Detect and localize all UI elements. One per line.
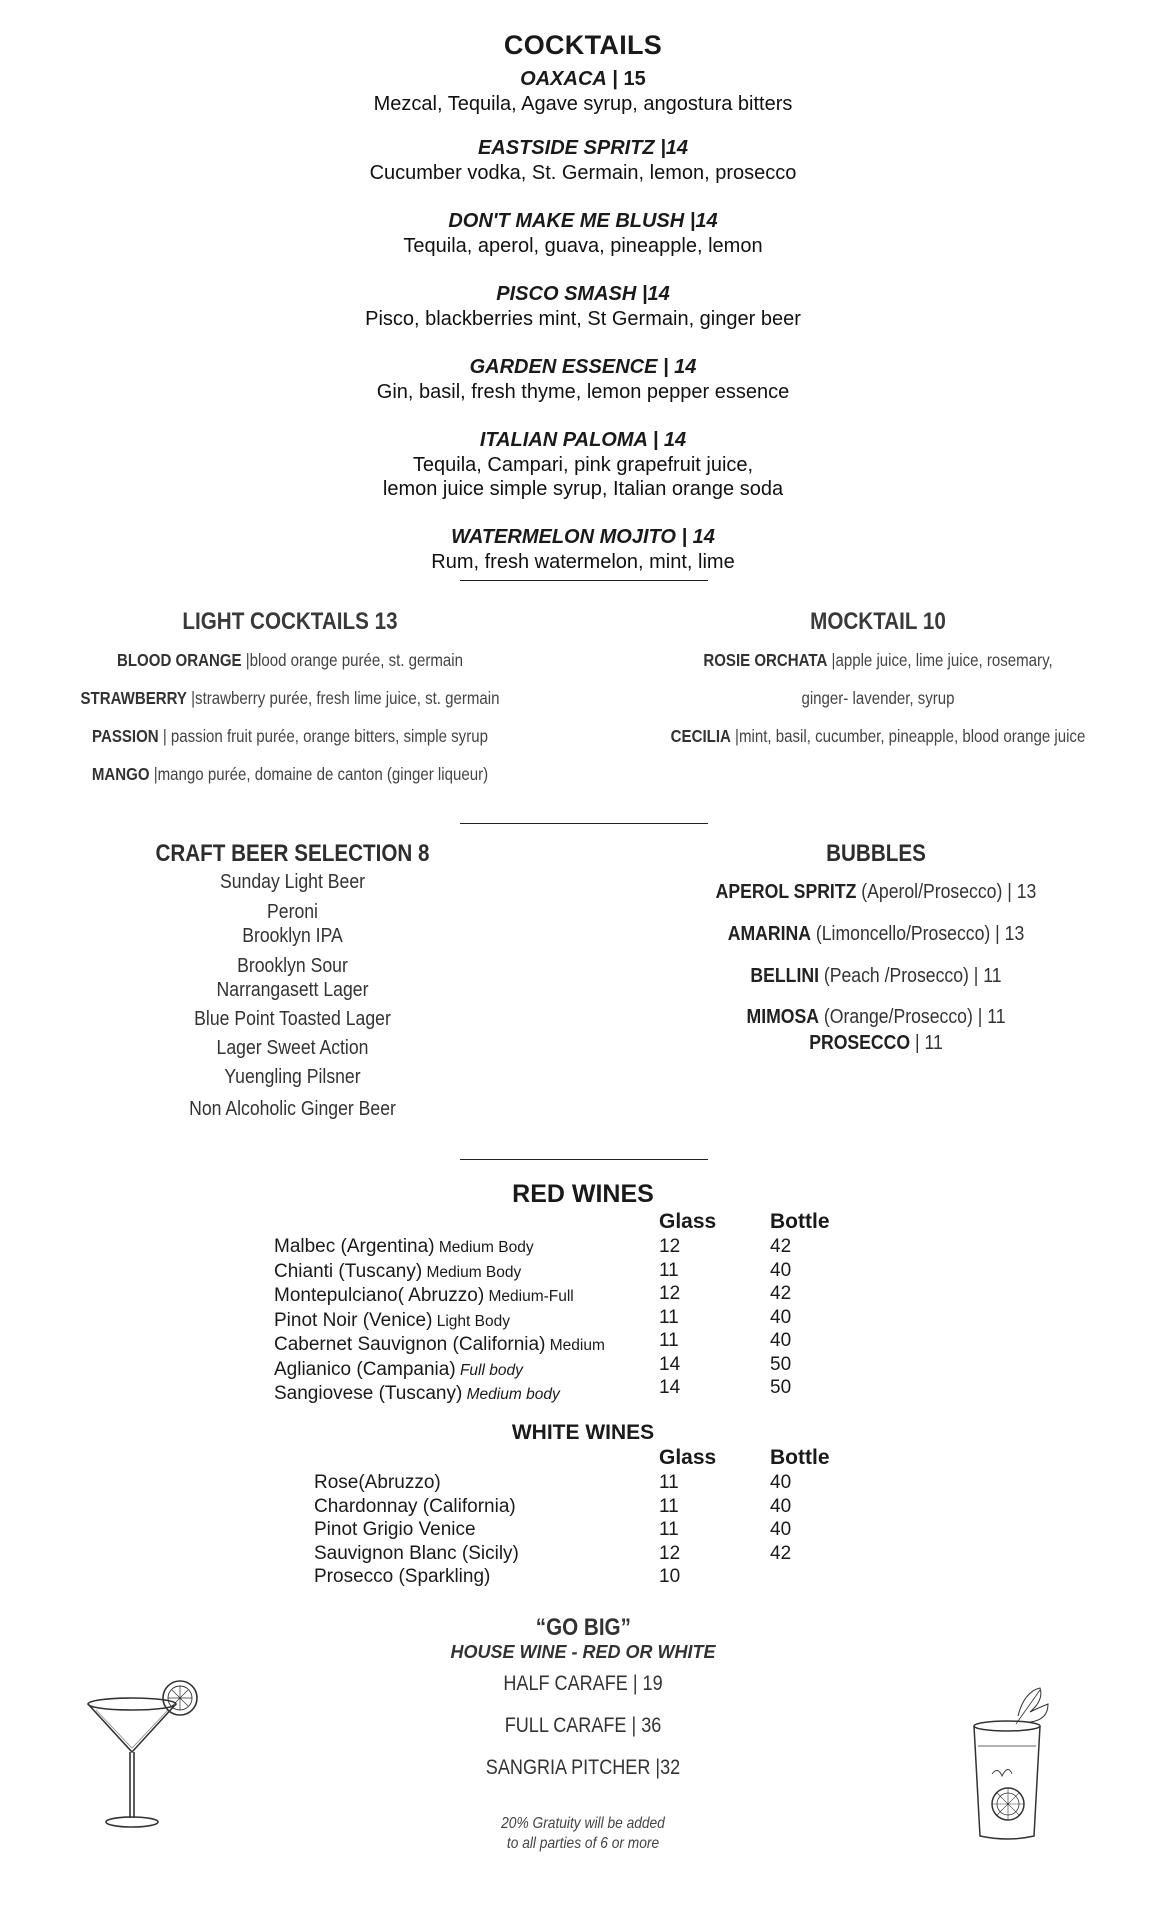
go-big-item: SANGRIA PITCHER |32 (485, 1756, 681, 1779)
beer-section (0, 840, 585, 1121)
cocktail-desc: Rum, fresh watermelon, mint, lime (431, 551, 735, 573)
wine-row: Chardonnay (California) (314, 1495, 516, 1517)
beer-item: Peroni (267, 900, 318, 923)
cocktails-title: COCKTAILS (503, 30, 663, 60)
go-big-title: “GO BIG” (535, 1614, 631, 1641)
go-big-item: HALF CARAFE | 19 (503, 1672, 663, 1695)
cocktail-desc: Tequila, Campari, pink grapefruit juice, (412, 454, 754, 476)
divider (460, 1159, 708, 1160)
wine-row: Rose(Abruzzo) (314, 1472, 441, 1493)
bubbles-item: PROSECCO | 11 (809, 1031, 943, 1054)
cocktail-oaxaca (0, 68, 1166, 116)
wine-row: Aglianico (Campania) Full body (274, 1358, 523, 1380)
gratuity-note-line-1: 20% Gratuity will be added (501, 1815, 665, 1832)
red-wines-glass-header: Glass (659, 1210, 717, 1233)
highball-glass-icon (968, 1686, 1058, 1846)
light-cocktail-item: PASSION | passion fruit purée, orange bitters, simple syrup (92, 726, 488, 746)
wine-row: Montepulciano( Abruzzo) Medium-Full (274, 1285, 574, 1306)
wine-row: Malbec (Argentina) Medium Body (274, 1236, 534, 1257)
light-cocktails-section (0, 608, 580, 785)
cocktail-name: OAXACA (520, 68, 607, 90)
divider (460, 580, 708, 581)
light-cocktail-item: MANGO |mango purée, domaine de canton (ginger liqueur) (91, 764, 489, 784)
red-wines-list (274, 1235, 605, 1407)
wine-row: Cabernet Sauvignon (California) Medium (274, 1334, 605, 1355)
divider (460, 823, 708, 824)
light-cocktail-item: STRAWBERRY |strawberry purée, fresh lime juice, st. germain (80, 688, 500, 708)
go-big-subtitle: HOUSE WINE - RED OR WHITE (450, 1642, 716, 1662)
white-wines-title: WHITE WINES (511, 1421, 655, 1444)
cocktail-watermelon-mojito (0, 526, 1166, 574)
go-big-item: FULL CARAFE | 36 (504, 1714, 662, 1737)
beer-item: Brooklyn IPA (242, 924, 343, 947)
cocktail-desc: Cucumber vodka, St. Germain, lemon, prosecco (369, 162, 797, 184)
cocktail-name: PISCO SMASH |14 (496, 283, 670, 305)
cocktail-garden-essence (0, 356, 1166, 404)
beer-title: CRAFT BEER SELECTION 8 (155, 840, 430, 867)
cocktail-eastside-spritz (0, 137, 1166, 185)
wine-row: Sauvignon Blanc (Sicily) (314, 1542, 519, 1564)
cocktail-desc: Tequila, aperol, guava, pineapple, lemon (403, 235, 763, 257)
cocktail-name: WATERMELON MOJITO | 14 (451, 526, 715, 548)
mocktail-item-cont: ginger- lavender, syrup (801, 688, 955, 708)
wine-row: Pinot Grigio Venice (314, 1519, 476, 1540)
red-wines-glass-prices: 12 11 12 11 11 14 14 (659, 1236, 681, 1398)
martini-glass-icon (80, 1678, 200, 1838)
red-wines-title: RED WINES (512, 1180, 654, 1208)
cocktail-name: GARDEN ESSENCE | 14 (469, 356, 697, 378)
cocktail-dont-make-me-blush (0, 210, 1166, 258)
beer-item: Yuengling Pilsner (224, 1065, 361, 1088)
cocktail-desc: Mezcal, Tequila, Agave syrup, angostura bitters (373, 93, 793, 115)
mocktail-item: ROSIE ORCHATA |apple juice, lime juice, rosemary, (703, 650, 1053, 670)
mocktail-title: MOCKTAIL 10 (810, 608, 946, 635)
bubbles-item: AMARINA (Limoncello/Prosecco) | 13 (727, 922, 1025, 945)
light-cocktails-title: LIGHT COCKTAILS 13 (182, 608, 398, 635)
cocktail-italian-paloma (0, 429, 1166, 501)
white-wines-bottle-prices: 40 40 40 42 (770, 1472, 792, 1564)
beer-item: Non Alcoholic Ginger Beer (189, 1097, 396, 1120)
beer-item: Blue Point Toasted Lager (194, 1007, 391, 1030)
wine-row: Pinot Noir (Venice) Light Body (274, 1309, 510, 1331)
light-cocktail-item: BLOOD ORANGE |blood orange purée, st. germain (116, 650, 464, 670)
cocktail-name: DON'T MAKE ME BLUSH |14 (448, 210, 718, 232)
cocktail-desc-2: lemon juice simple syrup, Italian orange soda (382, 478, 784, 500)
mocktail-item: CECILIA |mint, basil, cucumber, pineapple, blood orange juice (670, 726, 1086, 746)
red-wines-bottle-header: Bottle (770, 1210, 830, 1233)
bubbles-item: APEROL SPRITZ (Aperol/Prosecco) | 13 (715, 880, 1037, 903)
red-wines-bottle-prices: 42 40 42 40 40 50 50 (770, 1236, 792, 1398)
cocktail-desc: Gin, basil, fresh thyme, lemon pepper essence (376, 381, 790, 403)
mocktail-section (590, 608, 1166, 747)
white-wines-glass-prices: 11 11 11 12 10 (659, 1472, 681, 1587)
white-wines-bottle-header: Bottle (770, 1446, 830, 1469)
beer-item: Sunday Light Beer (219, 870, 366, 893)
beer-item: Narrangasett Lager (216, 978, 369, 1001)
white-wines-glass-header: Glass (659, 1446, 717, 1469)
cocktail-pisco-smash (0, 283, 1166, 331)
bubbles-item: BELLINI (Peach /Prosecco) | 11 (750, 964, 1002, 987)
cocktail-name: EASTSIDE SPRITZ |14 (477, 137, 689, 159)
cocktail-name: ITALIAN PALOMA | 14 (479, 429, 687, 451)
cocktail-desc: Pisco, blackberries mint, St Germain, ginger beer (365, 308, 801, 330)
white-wines-list (314, 1471, 519, 1589)
gratuity-note-line-2: to all parties of 6 or more (506, 1835, 660, 1852)
bubbles-section (586, 840, 1166, 1055)
beer-item: Brooklyn Sour (237, 954, 348, 977)
beer-item: Lager Sweet Action (216, 1036, 369, 1059)
wine-row: Chianti (Tuscany) Medium Body (274, 1260, 522, 1282)
bubbles-title: BUBBLES (826, 840, 926, 867)
bubbles-item: MIMOSA (Orange/Prosecco) | 11 (746, 1005, 1006, 1028)
wine-row: Prosecco (Sparkling) (314, 1566, 491, 1587)
wine-row: Sangiovese (Tuscany) Medium body (274, 1383, 560, 1404)
cocktail-price: | 15 (606, 68, 646, 90)
